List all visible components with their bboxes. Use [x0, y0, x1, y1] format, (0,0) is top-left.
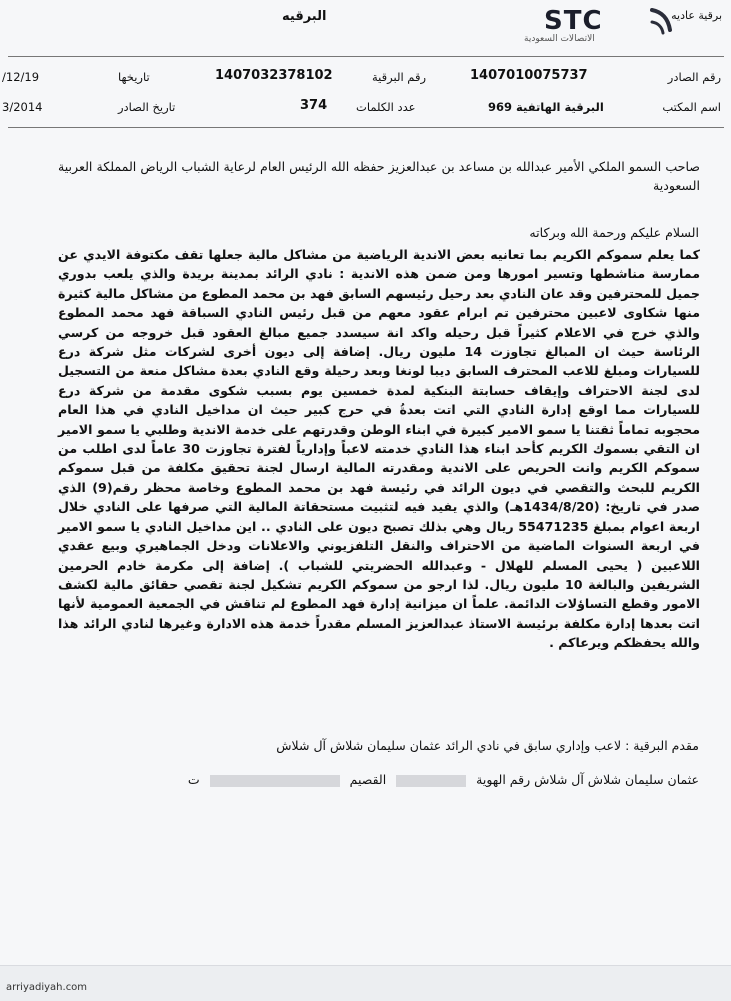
- id-line: [188, 772, 699, 787]
- telegram-number-label: رقم البرقية: [372, 70, 427, 84]
- header-divider: [8, 56, 724, 57]
- outgoing-number-label: رقم الصادر: [667, 70, 721, 84]
- meta-divider: [8, 127, 724, 128]
- outgoing-date-value: 3/2014: [2, 100, 43, 114]
- logo-text: STC: [544, 6, 603, 36]
- greeting: السلام عليكم ورحمة الله وبركاته: [529, 225, 699, 240]
- id-line-tail: ت: [187, 772, 200, 787]
- id-line-name: عثمان سليمان شلاش آل شلاش رقم الهوية: [476, 772, 699, 787]
- office-label: اسم المكتب: [662, 100, 721, 114]
- outgoing-number: 1407010075737: [470, 68, 588, 83]
- word-count-label: عدد الكلمات: [356, 100, 416, 114]
- letter-body: كما يعلم سموكم الكريم بما تعانيه بعض الاندية الرياضية من مشاكل مالية جعلها تقف مكتوفة الايدي عن ممارسة مناشطها وتسير امورها ومن ضمن هذه الاندية : نادي الرائد بمدينة بريدة والذي يلعب بدوري جميل للمحترفين وقد عان النادي بعد رحيل رئيسهم السابق فهد بن محمد المطوع من مشاكل مالية كثيرة منها شكاوى لاعبين محترفين تم ابرام عقود معهم من قبل رئيس النادي السباقة فهد محمد المطوع والذي خرج في الاعلام كثيراً قبل رحيله واكد انة سيسدد جميع مبالغ العقود قبل خروجه من كرسي الرئاسة حيث ان المبالغ تجاوزت 14 مليون ريال. إضافة إلى ديون أخرى لشركات مثل شركة درع للسيارات ومبلغ للاعب المحترف السابق ديبا لونغا وبعد رحيلة وقع النادي بعدة مشاكل منعة من التسجيل لدى لجنة الاحتراف وإيقاف حسابتة البنكية لمدة خمسين يوم بسبب شكوى مقدمة من شركة درع للسيارات مما اوقع إدارة النادي التي اتت بعدةُ في حرج كبير حيث ان مداخيل النادي في هذا العام محجوبه تماماً ثقتنا يا سمو الامير كبيرة في ابناء الوطن وقدرتهم على خدمة الاندية وطلبي يا سمو الامير ان التقي بسموك الكريم كأحد ابناء هذا النادي خدمته لاعباً وإدارياً لفترة تجاوزت 30 عاماً لدى اطلب من سموكم الكريم وانت الحريص على الاندية ومقدرته المالية ارسال لجنة تحقيق مكلفة من قبل سموكم الكريم للبحث والتقصي في ديون الرائد في رئيسة فهد بن محمد المطوع وخاصة محظر رقم(9) الذي صدر في تاريخ: (1434/8/20هـ) والذي يفيد فيه لتثبيت مستحقاتة المالية التي صرفها على النادي خلال اربعة اعوام بمبلغ 55471235 ريال وهي بذلك تصبح ديون على النادي .. اين مداخيل النادي يا سمو الامير في اربعة السنوات الماضية من الاحتراف والنقل التلفزيوني والاعلانات ودخل الجماهيري وبيع عقدي اللاعبين ( يحيى المسلم للهلال - وعبدالله الحضريتي للشباب ). إضافة إلى مكرمة خادم الحرمين الشريفين والبالغة 10 مليون ريال. لذا ارجو من سموكم الكريم تشكيل لجنة تقصي حقائق مالية لكشف الامور وقطع التساؤلات الدائمة. علماً ان ميزانية إدارة فهد المطوع لم تناقش في الجمعية العمومية لأنها اتت بعدها إدارة مكلفة برئيسة الاستاذ عبدالعزيز المسلم مقدراً خدمة هذه الادارة وغيرها لنادي الرائد هذا والله يحفظكم ويرعاكم .: [58, 247, 701, 651]
- sender-line: مقدم البرقية : لاعب وإداري سابق في نادي الرائد عثمان سليمان شلاش آل شلاش: [276, 738, 699, 753]
- word-count: 374: [300, 98, 328, 113]
- redacted-phone: [210, 775, 340, 787]
- addressee: صاحب السمو الملكي الأمير عبدالله بن مساعد بن عبدالعزيز حفظه الله الرئيس العام لرعاية الشباب الرياض المملكة العربية السعودية: [58, 159, 700, 194]
- date-label: تاريخها: [118, 70, 150, 84]
- telegram-title: البرقيه: [282, 9, 327, 24]
- date-value: /12/19: [2, 70, 40, 84]
- redacted-id: [396, 775, 466, 787]
- office-value: البرقية الهاتفية 969: [488, 100, 604, 114]
- source-watermark: arriyadiyah.com: [6, 982, 88, 993]
- stc-swoosh-icon: [648, 6, 674, 36]
- outgoing-date-label: تاريخ الصادر: [118, 100, 176, 114]
- telegram-number: 1407032378102: [215, 68, 333, 83]
- paper-edge: [0, 965, 731, 1001]
- telegram-type: برقية عاديه: [671, 9, 722, 22]
- id-line-city: القصيم: [349, 772, 387, 787]
- logo-subtext: الاتصالات السعودية: [524, 34, 595, 44]
